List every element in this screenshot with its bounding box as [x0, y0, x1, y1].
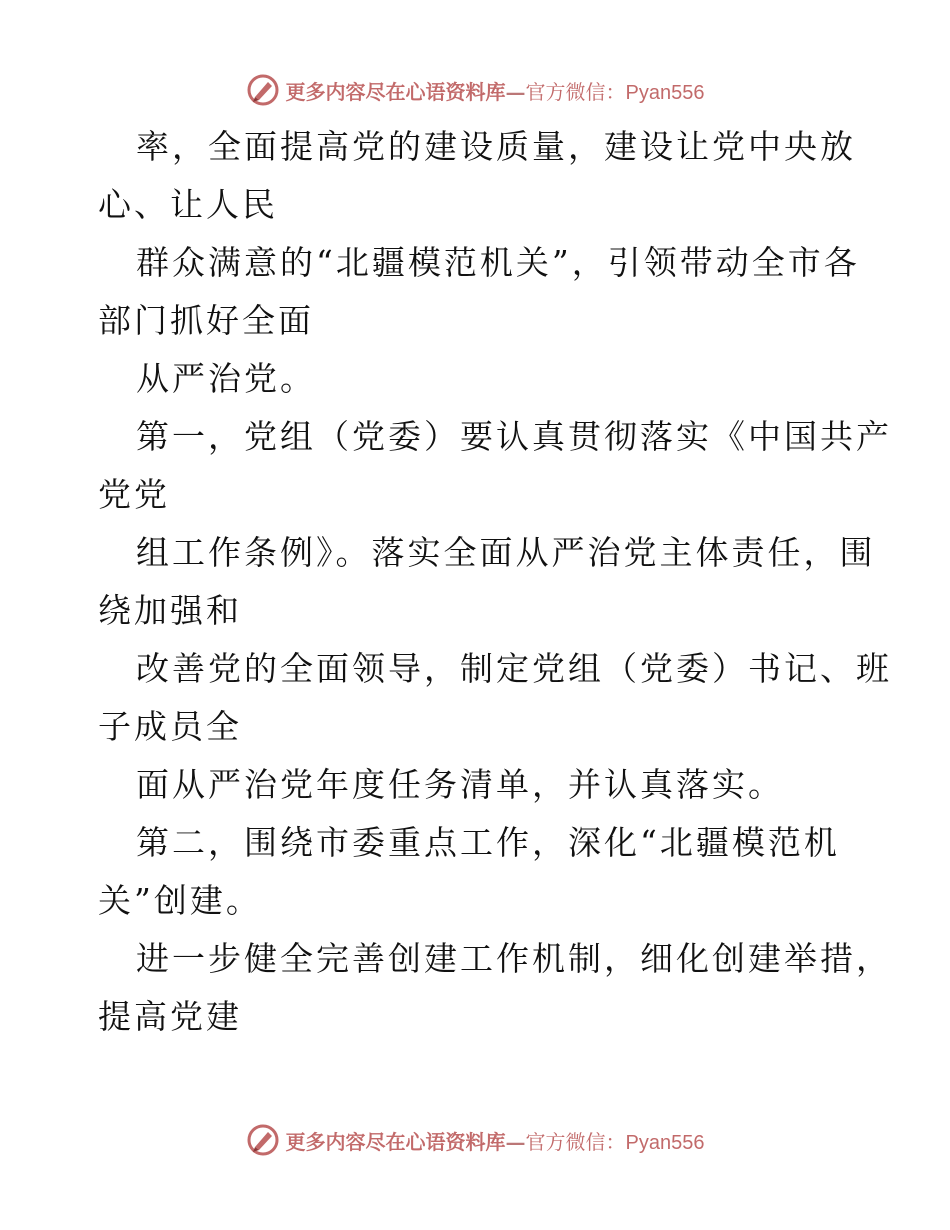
- body-line-2: 心、让人民: [98, 185, 278, 224]
- body-line-14: 关”创建。: [98, 881, 262, 920]
- header-watermark-text: [286, 76, 705, 105]
- body-line-12: 面从严治党年度任务清单，并认真落实。: [136, 765, 784, 804]
- footer-watermark-text: [286, 1126, 705, 1155]
- footer-separator: —: [505, 1129, 526, 1154]
- body-line-3: 群众满意的“北疆模范机关”，引领带动全市各: [136, 243, 860, 282]
- body-line-1: 率，全面提高党的建设质量，建设让党中央放: [136, 127, 856, 166]
- body-line-16: 提高党建: [98, 997, 242, 1036]
- body-line-5: 从严治党。: [136, 359, 316, 398]
- body-line-6: 第一，党组（党委）要认真贯彻落实《中国共产: [136, 417, 892, 456]
- header-separator: —: [505, 79, 526, 104]
- body-line-4: 部门抓好全面: [98, 301, 314, 340]
- body-line-9: 绕加强和: [98, 591, 242, 630]
- header-account: 官方微信：Pyan556: [525, 81, 705, 104]
- pen-logo-icon: [246, 1123, 280, 1157]
- body-line-15: 进一步健全完善创建工作机制，细化创建举措，: [136, 939, 892, 978]
- body-line-11: 子成员全: [98, 707, 242, 746]
- body-line-8: 组工作条例》。落实全面从严治党主体责任，围: [136, 533, 876, 572]
- body-line-13: 第二，围绕市委重点工作，深化“北疆模范机: [136, 823, 840, 862]
- footer-watermark-title: 更多内容尽在心语资料库: [285, 1129, 506, 1154]
- footer-account: 官方微信：Pyan556: [525, 1131, 705, 1154]
- header-watermark-title: 更多内容尽在心语资料库: [285, 79, 506, 104]
- header-watermark: [0, 70, 950, 110]
- body-line-10: 改善党的全面领导，制定党组（党委）书记、班: [136, 649, 892, 688]
- body-line-7: 党党: [98, 475, 170, 514]
- pen-logo-icon: [246, 73, 280, 107]
- document-body: [98, 118, 892, 1046]
- footer-watermark: [0, 1120, 950, 1160]
